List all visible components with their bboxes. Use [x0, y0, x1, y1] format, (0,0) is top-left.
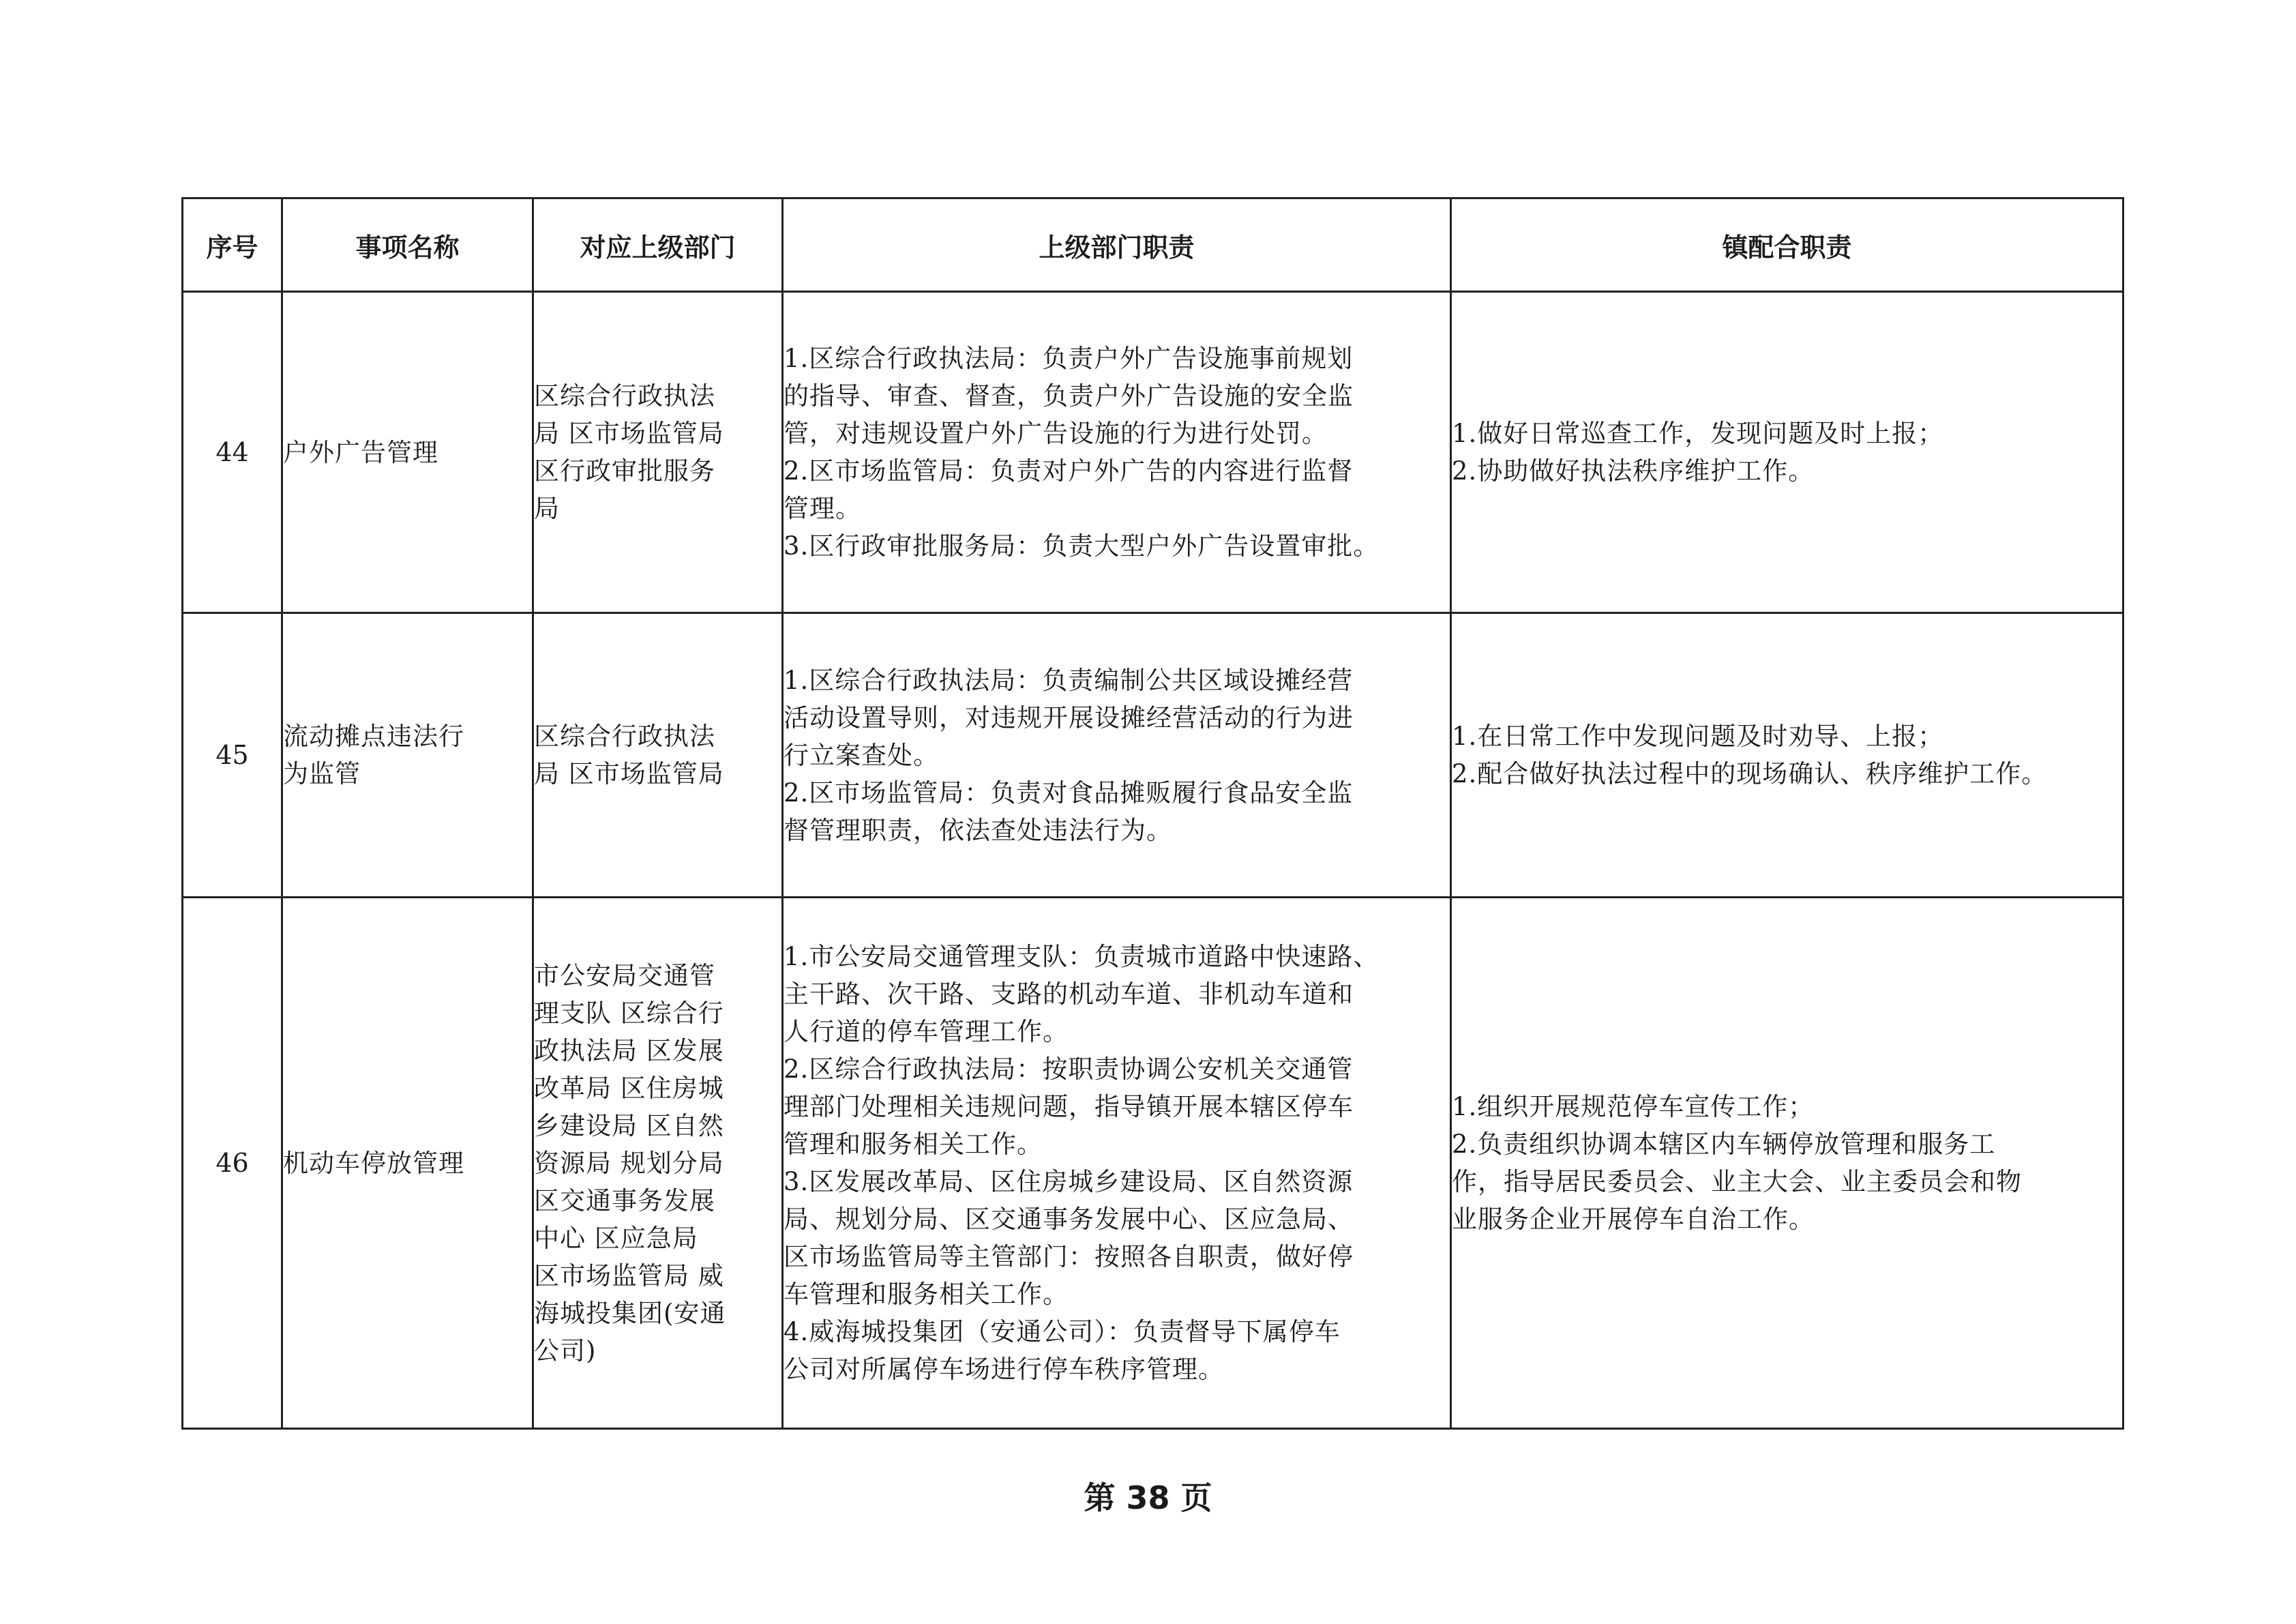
cell-text-line: 乡建设局 区自然: [534, 1110, 724, 1140]
cell-text-line: 流动摊点违法行: [283, 722, 464, 751]
cell-text-line: 局 区市场监管局: [534, 419, 724, 448]
cell-text-line: 1.区综合行政执法局：负责户外广告设施事前规划: [784, 344, 1354, 373]
page-number: 第 38 页: [1084, 1479, 1212, 1516]
duty-table: [181, 197, 2124, 1430]
cell-text-line: 车管理和服务相关工作。: [784, 1280, 1069, 1309]
cell-text-line: 3.区发展改革局、区住房城乡建设局、区自然资源: [784, 1167, 1354, 1196]
cell-superior-duty: [783, 292, 1451, 613]
cell-text-line: 2.区市场监管局：负责对食品摊贩履行食品安全监: [784, 778, 1354, 808]
cell-superior-duty: [783, 613, 1451, 898]
cell-text-line: 改革局 区住房城: [534, 1073, 724, 1103]
cell-text-line: 2.区综合行政执法局：按职责协调公安机关交通管: [784, 1054, 1354, 1084]
header-superior-dept: 对应上级部门: [533, 198, 783, 292]
cell-text-line: 区市场监管局等主管部门：按照各自职责，做好停: [784, 1242, 1354, 1271]
cell-text-line: 管理和服务相关工作。: [784, 1130, 1043, 1159]
cell-text-line: 市公安局交通管: [534, 960, 715, 990]
cell-text-line: 局: [534, 494, 560, 523]
cell-text-line: 行立案查处。: [784, 740, 939, 770]
cell-text-line: 区行政审批服务: [534, 456, 715, 486]
cell-superior-dept: [533, 292, 783, 613]
cell-superior-dept: [533, 898, 783, 1429]
cell-no: 44: [183, 292, 282, 613]
header-item-name: 事项名称: [282, 198, 533, 292]
cell-text-line: 活动设置导则，对违规开展设摊经营活动的行为进: [784, 703, 1354, 733]
cell-text-line: 中心 区应急局: [534, 1223, 698, 1253]
cell-text-line: 1.组织开展规范停车宣传工作；: [1452, 1092, 1815, 1121]
header-town-duty: 镇配合职责: [1451, 198, 2123, 292]
cell-text-line: 人行道的停车管理工作。: [784, 1017, 1069, 1046]
cell-item-name: [282, 292, 533, 613]
cell-text-line: 政执法局 区发展: [534, 1035, 724, 1065]
cell-town-duty: [1451, 898, 2123, 1429]
cell-town-duty: [1451, 613, 2123, 898]
cell-town-duty: [1451, 292, 2123, 613]
cell-no: 45: [183, 613, 282, 898]
cell-text-line: 业服务企业开展停车自治工作。: [1452, 1205, 1815, 1234]
cell-text-line: 1.在日常工作中发现问题及时劝导、上报；: [1452, 722, 1944, 751]
cell-text-line: 2.协助做好执法秩序维护工作。: [1452, 456, 1815, 486]
cell-text-line: 局 区市场监管局: [534, 759, 724, 788]
cell-text-line: 户外广告管理: [283, 437, 438, 467]
cell-text-line: 管理。: [784, 494, 861, 523]
cell-text-line: 主干路、次干路、支路的机动车道、非机动车道和: [784, 979, 1354, 1009]
table-row: [183, 898, 2123, 1429]
cell-text-line: 1.做好日常巡查工作，发现问题及时上报；: [1452, 419, 1944, 448]
cell-text-line: 资源局 规划分局: [534, 1148, 724, 1178]
cell-no: 46: [183, 898, 282, 1429]
cell-item-name: [282, 613, 533, 898]
cell-text-line: 区市场监管局 威: [534, 1260, 724, 1290]
cell-text-line: 2.区市场监管局：负责对户外广告的内容进行监督: [784, 456, 1354, 486]
cell-text-line: 1.区综合行政执法局：负责编制公共区域设摊经营: [784, 665, 1354, 695]
cell-superior-duty: [783, 898, 1451, 1429]
cell-text-line: 区交通事务发展: [534, 1185, 715, 1215]
cell-text-line: 督管理职责，依法查处违法行为。: [784, 815, 1172, 845]
cell-text-line: 区综合行政执法: [534, 381, 715, 411]
cell-text-line: 海城投集团(安通: [534, 1298, 726, 1328]
cell-text-line: 区综合行政执法: [534, 722, 715, 751]
cell-text-line: 管，对违规设置户外广告设施的行为进行处罚。: [784, 419, 1328, 448]
cell-text-line: 的指导、审查、督查，负责户外广告设施的安全监: [784, 381, 1354, 411]
header-superior-duty: 上级部门职责: [783, 198, 1451, 292]
cell-text-line: 2.配合做好执法过程中的现场确认、秩序维护工作。: [1452, 759, 2048, 788]
cell-text-line: 理部门处理相关违规问题，指导镇开展本辖区停车: [784, 1092, 1354, 1121]
table-row: [183, 613, 2123, 898]
header-no: 序号: [183, 198, 282, 292]
cell-text-line: 公司对所属停车场进行停车秩序管理。: [784, 1355, 1224, 1384]
cell-text-line: 3.区行政审批服务局：负责大型户外广告设置审批。: [784, 531, 1380, 561]
cell-item-name: [282, 898, 533, 1429]
cell-text-line: 为监管: [283, 759, 361, 788]
cell-text-line: 2.负责组织协调本辖区内车辆停放管理和服务工: [1452, 1130, 1996, 1159]
cell-text-line: 作，指导居民委员会、业主大会、业主委员会和物: [1452, 1167, 2022, 1196]
cell-text-line: 机动车停放管理: [283, 1148, 464, 1178]
cell-text-line: 4.威海城投集团（安通公司）：负责督导下属停车: [784, 1317, 1341, 1346]
cell-text-line: 1.市公安局交通管理支队：负责城市道路中快速路、: [784, 942, 1380, 971]
table-row: [183, 292, 2123, 613]
table-header-row: [183, 198, 2123, 292]
cell-text-line: 局、规划分局、区交通事务发展中心、区应急局、: [784, 1205, 1354, 1234]
cell-superior-dept: [533, 613, 783, 898]
table-body: [183, 292, 2123, 1429]
cell-text-line: 理支队 区综合行: [534, 998, 724, 1028]
cell-text-line: 公司): [534, 1335, 597, 1365]
